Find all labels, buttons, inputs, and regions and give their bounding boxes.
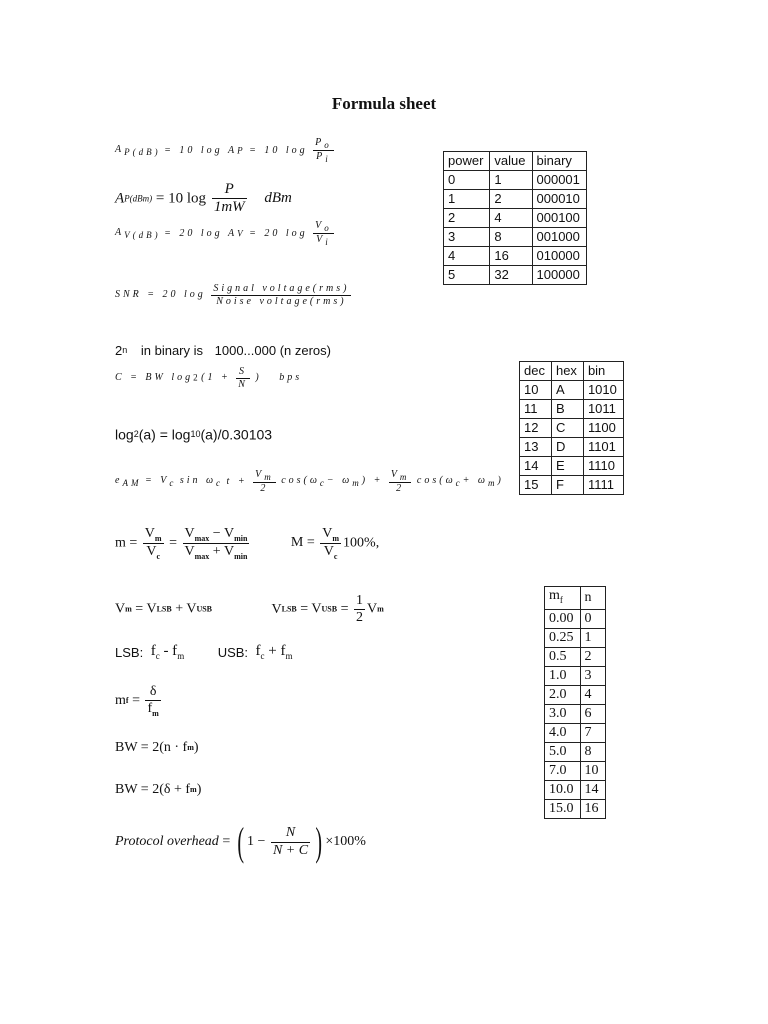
- table-row: [520, 438, 624, 457]
- table-cell: 6: [580, 704, 605, 723]
- table-row: [444, 247, 587, 266]
- table-cell: 4: [490, 209, 532, 228]
- table-header-cell: value: [490, 152, 532, 171]
- table-cell: 32: [490, 266, 532, 285]
- table-row: [520, 476, 624, 495]
- table-row: [545, 647, 606, 666]
- table-hex-conversion: [519, 361, 624, 495]
- table-cell: 5.0: [545, 742, 581, 761]
- table-cell: 8: [580, 742, 605, 761]
- table-cell: 10: [580, 761, 605, 780]
- table-row: [444, 266, 587, 285]
- table-cell: 5: [444, 266, 490, 285]
- table-cell: 2: [444, 209, 490, 228]
- table-cell: 14: [580, 780, 605, 799]
- table-cell: 001000: [532, 228, 586, 247]
- table-cell: 1010: [583, 381, 623, 400]
- table-header-cell: $m_f$: [545, 587, 581, 610]
- table-cell: 11: [520, 400, 552, 419]
- table-cell: 000100: [532, 209, 586, 228]
- table-cell: 000001: [532, 171, 586, 190]
- table-cell: 1110: [583, 457, 623, 476]
- table-cell: 100000: [532, 266, 586, 285]
- table-header-cell: binary: [532, 152, 586, 171]
- formula-lsb-usb: LSB: $f_c - f_m$ USB: $f_c + f_m$: [115, 643, 293, 661]
- table-row: [545, 609, 606, 628]
- table-row: [545, 628, 606, 647]
- table-row: [520, 419, 624, 438]
- table-header-cell: n: [580, 587, 605, 610]
- table-cell: 1: [490, 171, 532, 190]
- table-row: [444, 171, 587, 190]
- table-cell: 3.0: [545, 704, 581, 723]
- table-cell: 4: [580, 685, 605, 704]
- table-cell: 4: [444, 247, 490, 266]
- formula-power-gain-db: $A_{P(dB)} = 10$ log AP = 10 log $\frac{P_o}{P_i}$: [115, 137, 332, 165]
- table-header-cell: bin: [583, 362, 623, 381]
- table-header-row: [520, 362, 624, 381]
- formula-bandwidth-carson: BW = 2(δ + fm): [115, 782, 202, 797]
- table-cell: 3: [444, 228, 490, 247]
- table-cell: 1: [444, 190, 490, 209]
- table-cell: C: [551, 419, 583, 438]
- table-cell: 7.0: [545, 761, 581, 780]
- formula-sideband-voltage: Vm = VLSB + VUSB VLSB = VUSB = $\frac{1}{2}$ Vm: [115, 593, 384, 626]
- formula-bandwidth-n: BW = 2(n · fm): [115, 740, 199, 755]
- formula-log-conversion: log2(a) = log10(a)/0.30103: [115, 426, 273, 443]
- table-cell: 15: [520, 476, 552, 495]
- table-row: [444, 228, 587, 247]
- table-cell: 1.0: [545, 666, 581, 685]
- table-cell: F: [551, 476, 583, 495]
- table-row: [545, 742, 606, 761]
- table-cell: 13: [520, 438, 552, 457]
- table-cell: 000010: [532, 190, 586, 209]
- table-cell: 15.0: [545, 799, 581, 818]
- formula-voltage-gain-db: $A_{V(dB)} = 20$ log AV = 20 log $\frac{V_o}{V_i}$: [115, 220, 332, 248]
- table-cell: 2: [580, 647, 605, 666]
- table-cell: 1101: [583, 438, 623, 457]
- table-header-cell: dec: [520, 362, 552, 381]
- formula-protocol-overhead: Protocol overhead = ( 1 − $\frac{N}{N + C}$ ) ×100%: [115, 819, 366, 864]
- table-cell: 16: [490, 247, 532, 266]
- table-cell: 3: [580, 666, 605, 685]
- table-row: [545, 723, 606, 742]
- table-cell: 1111: [583, 476, 623, 495]
- table-powers-of-two: [443, 151, 587, 285]
- table-cell: 4.0: [545, 723, 581, 742]
- table-row: [545, 780, 606, 799]
- table-row: [545, 704, 606, 723]
- table-cell: 7: [580, 723, 605, 742]
- table-cell: 0.00: [545, 609, 581, 628]
- table-cell: 10.0: [545, 780, 581, 799]
- table-cell: 1: [580, 628, 605, 647]
- formula-fm-index: mf = $\frac{\delta}{f_m}$: [115, 684, 159, 718]
- table-row: [520, 400, 624, 419]
- table-row: [444, 190, 587, 209]
- page-title: Formula sheet: [331, 94, 437, 113]
- table-fm-sidebands: [544, 586, 606, 819]
- table-row: [444, 209, 587, 228]
- table-cell: 0: [580, 609, 605, 628]
- table-row: [545, 666, 606, 685]
- table-row: [520, 381, 624, 400]
- table-row: [520, 457, 624, 476]
- table-cell: 14: [520, 457, 552, 476]
- table-cell: 2.0: [545, 685, 581, 704]
- table-cell: 010000: [532, 247, 586, 266]
- formula-power-gain-dbm: AP(dBm) = 10 log $\frac{P}{1mW}$ dBm: [115, 181, 292, 216]
- table-cell: 10: [520, 381, 552, 400]
- table-cell: B: [551, 400, 583, 419]
- table-header-row: [545, 587, 606, 610]
- table-header-cell: hex: [551, 362, 583, 381]
- table-cell: 12: [520, 419, 552, 438]
- table-cell: 0.5: [545, 647, 581, 666]
- table-cell: A: [551, 381, 583, 400]
- table-cell: 0.25: [545, 628, 581, 647]
- formula-modulation-index: m = $\frac{V_m}{V_c}$ = $\frac{V_{max} - V_{min}}{V_{max} + V_{min}}$ M = $\frac{V_m}{V_c}$ 100%,: [115, 526, 380, 561]
- table-cell: 1100: [583, 419, 623, 438]
- table-row: [545, 799, 606, 818]
- formula-am-wave: $e_{AM} = V_c$ $\sin \omega_c$ t + $\frac{V_m}{2}$ $\cos(\omega_c- \omega_m)$ + $\frac{V_m}{2}$ $\cos(\omega_c+ \omega_m)$: [115, 469, 504, 495]
- table-cell: D: [551, 438, 583, 457]
- formula-shannon-capacity: C = BW log2 (1 + $\frac{S}{N}$ ) bps: [115, 366, 303, 390]
- table-cell: 2: [490, 190, 532, 209]
- table-cell: 8: [490, 228, 532, 247]
- table-cell: E: [551, 457, 583, 476]
- table-cell: 1011: [583, 400, 623, 419]
- table-cell: 0: [444, 171, 490, 190]
- table-header-row: [444, 152, 587, 171]
- table-row: [545, 685, 606, 704]
- formula-snr: SNR = 20 log $\frac{\text{Signal voltage(rms)}}{\text{Noise voltage(rms)}}$: [115, 283, 350, 307]
- formula-binary-power: 2n in binary is 1000...000 (n zeros): [115, 343, 331, 359]
- table-row: [545, 761, 606, 780]
- table-cell: 16: [580, 799, 605, 818]
- table-header-cell: power: [444, 152, 490, 171]
